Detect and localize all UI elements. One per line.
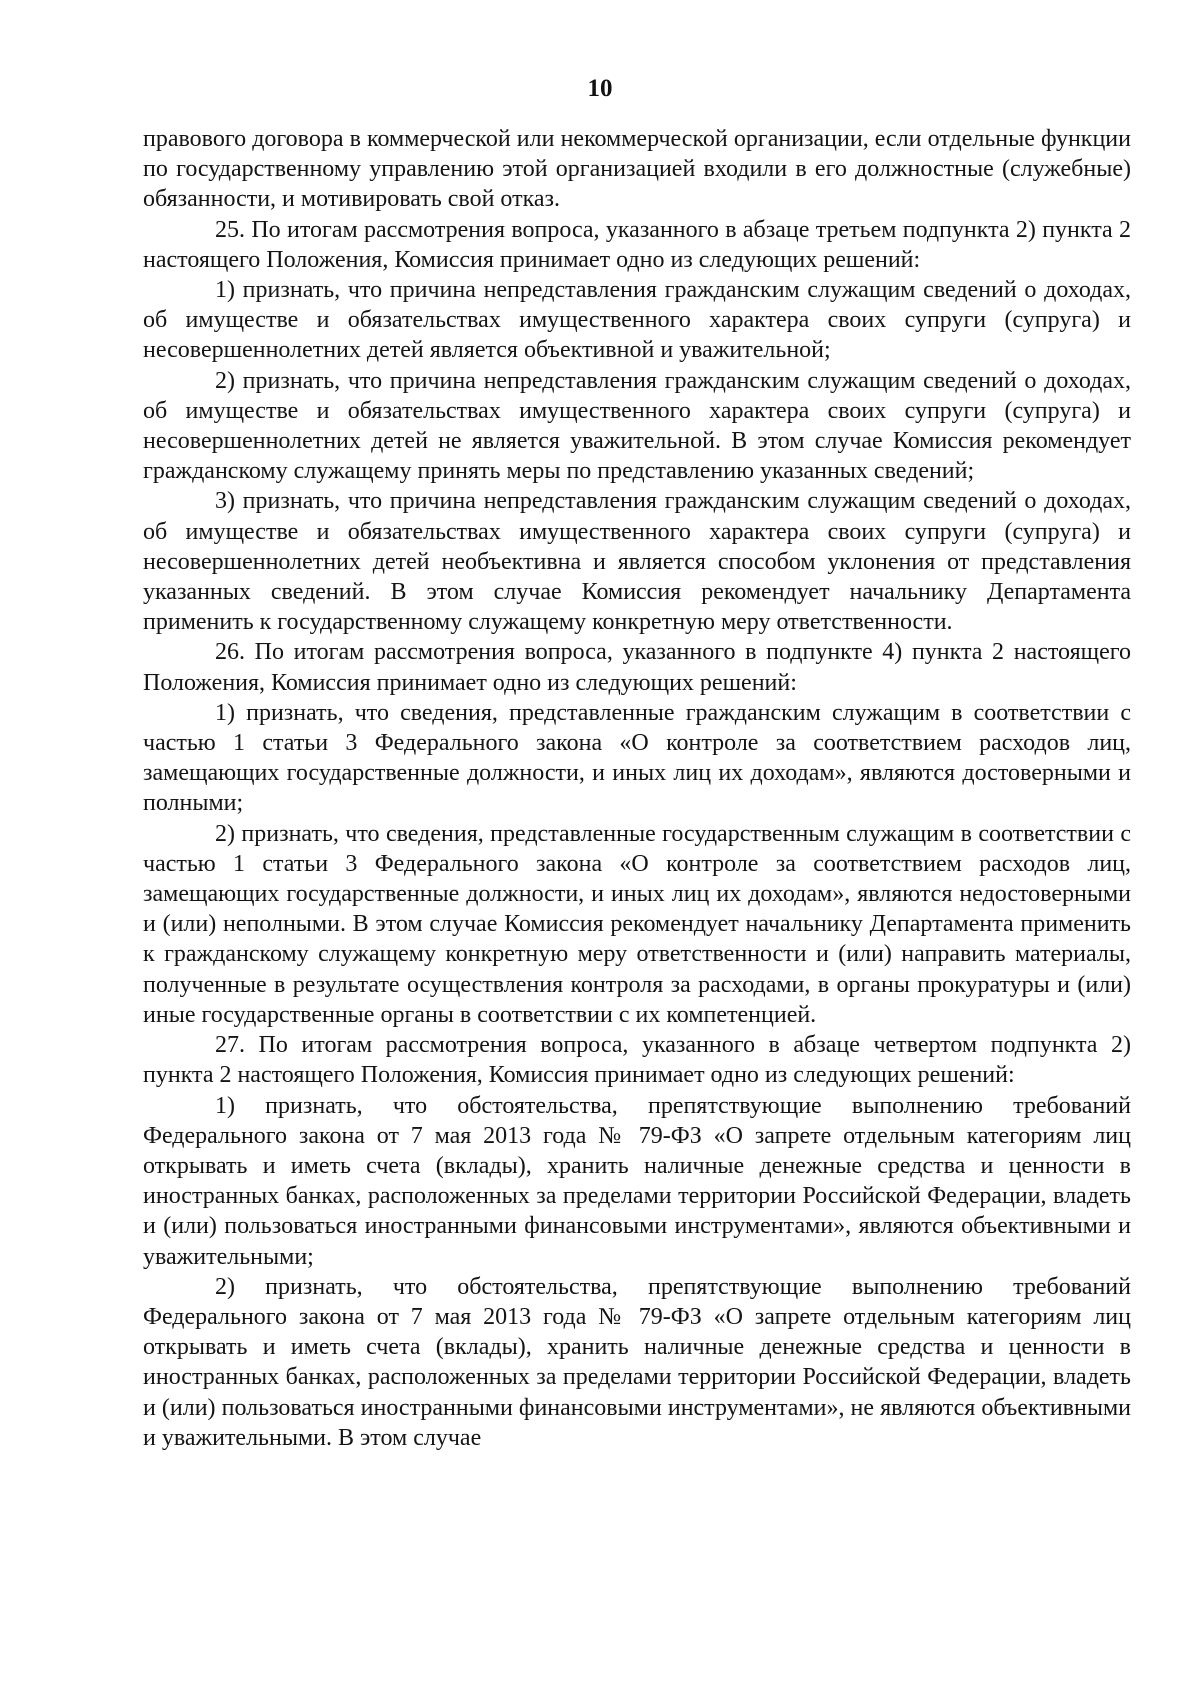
paragraph-item-25-1: 1) признать, что причина непредставления гражданским служащим сведений о доходах, об имуществе и обязательствах имущественного характера своих супруги (супруга) и несовершеннолетних детей является объективной и уважительной; — [143, 277, 1131, 364]
document-body — [143, 124, 1131, 1453]
paragraph-continuation: правового договора в коммерческой или некоммерческой организации, если отдельные функции по государственному управлению этой организацией входили в его должностные (служебные) обязанности, и мотивировать свой отказ. — [143, 126, 1131, 213]
paragraph-item-27-2: 2) признать, что обстоятельства, препятствующие выполнению требований Федерального закона от 7 мая 2013 года № 79-ФЗ «О запрете отдельным категориям лиц открывать и иметь счета (вклады), хранить наличные денежные средства и ценности в иностранных банках, расположенных за пределами территории Российской Федерации, владеть и (или) пользоваться иностранными финансовыми инструментами», не являются объективными и уважительными. В этом случае — [143, 1273, 1131, 1451]
paragraph-item-26-2: 2) признать, что сведения, представленные государственным служащим в соответствии с частью 1 статьи 3 Федерального закона «О контроле за соответствием расходов лиц, замещающих государственные должности, и иных лиц их доходам», являются недостоверными и (или) неполными. В этом случае Комиссия рекомендует начальнику Департамента применить к гражданскому служащему конкретную меру ответственности и (или) направить материалы, полученные в результате осуществления контроля за расходами, в органы прокуратуры и (или) иные государственные органы в соответствии с их компетенцией. — [143, 820, 1131, 1028]
paragraph-item-25-3: 3) признать, что причина непредставления гражданским служащим сведений о доходах, об имуществе и обязательствах имущественного характера своих супруги (супруга) и несовершеннолетних детей необъективна и является способом уклонения от представления указанных сведений. В этом случае Комиссия рекомендует начальнику Департамента применить к государственному служащему конкретную меру ответственности. — [143, 488, 1131, 636]
paragraph-item-25-2: 2) признать, что причина непредставления гражданским служащим сведений о доходах, об имуществе и обязательствах имущественного характера своих супруги (супруга) и несовершеннолетних детей не является уважительной. В этом случае Комиссия рекомендует гражданскому служащему принять меры по представлению указанных сведений; — [143, 367, 1131, 485]
page-number: 10 — [587, 75, 613, 102]
paragraph-item-26-1: 1) признать, что сведения, представленные гражданским служащим в соответствии с частью 1 статьи 3 Федерального закона «О контроле за соответствием расходов лиц, замещающих государственные должности, и иных лиц их доходам», являются достоверными и полными; — [143, 699, 1131, 817]
paragraph-item-26: 26. По итогам рассмотрения вопроса, указанного в подпункте 4) пункта 2 настоящего Положения, Комиссия принимает одно из следующих решений: — [143, 639, 1131, 696]
paragraph-item-27: 27. По итогам рассмотрения вопроса, указанного в абзаце четвертом подпункта 2) пункта 2 настоящего Положения, Комиссия принимает одно из следующих решений: — [143, 1032, 1131, 1089]
paragraph-item-25: 25. По итогам рассмотрения вопроса, указанного в абзаце третьем подпункта 2) пункта 2 настоящего Положения, Комиссия принимает одно из следующих решений: — [143, 216, 1131, 273]
paragraph-item-27-1: 1) признать, что обстоятельства, препятствующие выполнению требований Федерального закона от 7 мая 2013 года № 79-ФЗ «О запрете отдельным категориям лиц открывать и иметь счета (вклады), хранить наличные денежные средства и ценности в иностранных банках, расположенных за пределами территории Российской Федерации, владеть и (или) пользоваться иностранными финансовыми инструментами», являются объективными и уважительными; — [143, 1092, 1131, 1270]
